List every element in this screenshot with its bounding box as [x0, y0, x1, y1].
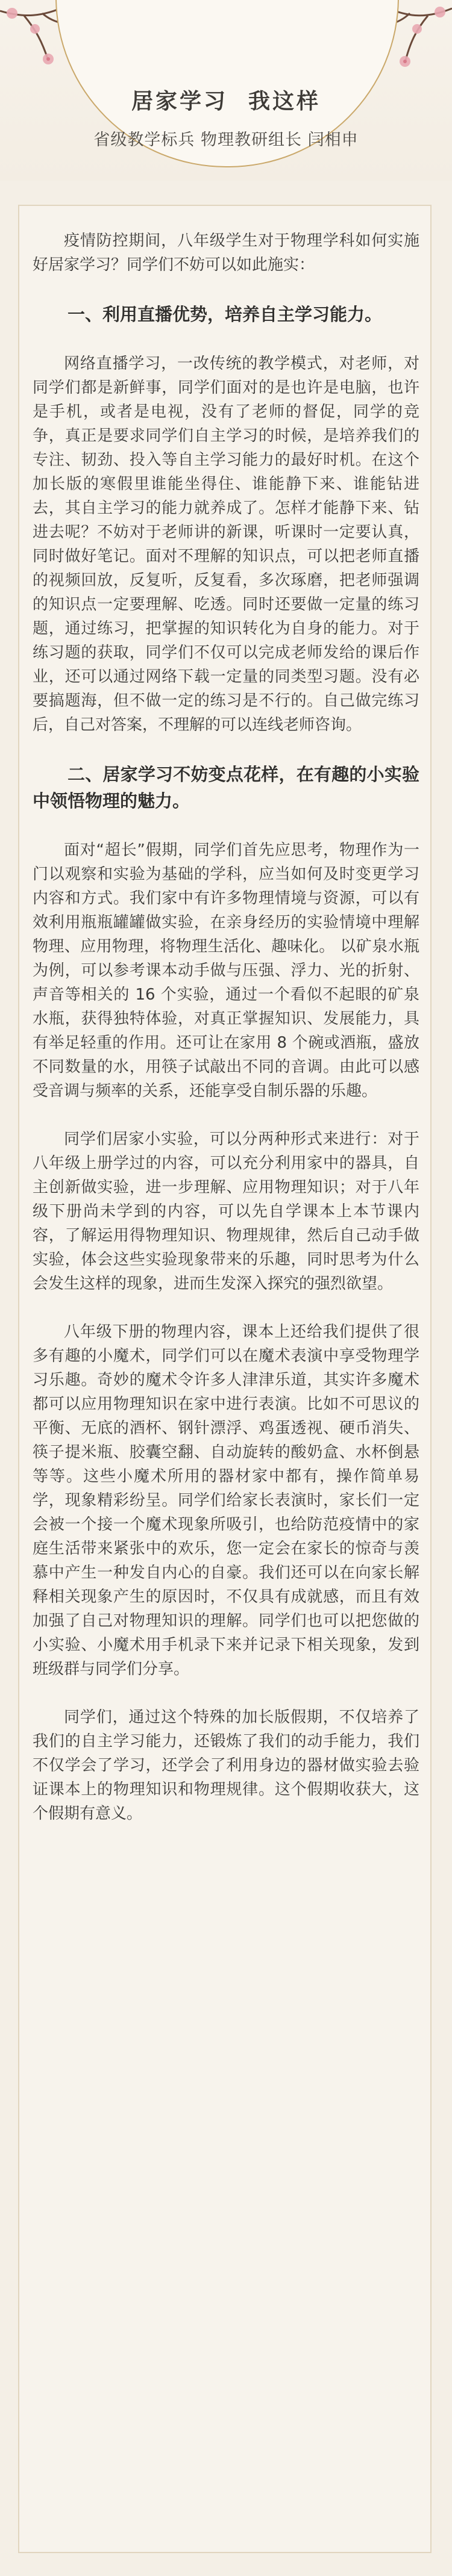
- title-part-1: 居家学习: [131, 89, 228, 114]
- author-line: 省级教学标兵 物理教研组长 闫相申: [93, 131, 359, 149]
- article-card: [18, 205, 432, 2553]
- paragraph-4: 八年级下册的物理内容，课本上还给我们提供了很多有趣的小魔术，同学们可以在魔术表演中享受物理学习乐趣。奇妙的魔术令许多人津津乐道，其实许多魔术都可以应用物理知识在家中进行表演。比如不可思议的平衡、无底的酒杯、钢针漂浮、鸡蛋透视、硬币消失、筷子提米瓶、胶囊空翻、自动旋转的酸奶盒、水杯倒悬等等。这些小魔术所用的器材家中都有，操作简单易学，现象精彩纷呈。同学们给家长表演时，家长们一定会被一个接一个魔术现象所吸引，也给防范疫情中的家庭生活带来紧张中的欢乐，您一定会在家长的惊奇与羡慕中产生一种发自内心的自豪。我们还可以在向家长解释相关现象产生的原因时，不仅具有成就感，而且有效加强了自己对物理知识的理解。同学们也可以把您做的小实验、小魔术用手机录下来并记录下相关现象，发到班级群与同学们分享。: [33, 1323, 419, 1678]
- title-part-2: 我这样: [248, 89, 321, 114]
- header-banner: [0, 0, 452, 181]
- section-heading-1: 一、利用直播优势，培养自主学习能力。: [67, 304, 383, 325]
- paragraph-2: 面对“超长”假期，同学们首先应思考，物理作为一门以观察和实验为基础的学科，应当如何及时变更学习内容和方式。我们家中有许多物理情境与资源，可以有效利用瓶瓶罐罐做实验，在亲身经历的实验情境中理解物理、应用物理，将物理生活化、趣味化。 以矿泉水瓶为例，可以参考课本动手做与压强、浮力、光的折射、声音等相关的 16 个实验，通过一个看似不起眼的矿泉水瓶，获得独特体验，对真正掌握知识、发展能力，具有举足轻重的作用。还可让在家用 8 个碗或酒瓶，盛放不同数量的水，用筷子试敲出不同的音调。由此可以感受音调与频率的关系，还能享受自制乐器的乐趣。: [33, 841, 419, 1100]
- section-heading-2: 二、居家学习不妨变点花样，在有趣的小实验中领悟物理的魅力。: [33, 764, 419, 811]
- paragraph-1: 网络直播学习，一改传统的教学模式，对老师，对同学们都是新鲜事，同学们面对的是也许是电脑，也许是手机，或者是电视，没有了老师的督促，同学的竞争，真正是要求同学们自主学习的时候，是培养我们的专注、韧劲、投入等自主学习能力的最好时机。在这个加长版的寒假里谁能坐得住、谁能静下来、谁能钻进去，其自主学习的能力就养成了。怎样才能静下来、钻进去呢？不妨对于老师讲的新课，听课时一定要认真，同时做好笔记。面对不理解的知识点，可以把老师直播的视频回放，反复听，反复看，多次琢磨，把老师强调的知识点一定要理解、吃透。同时还要做一定量的练习题，通过练习，把掌握的知识转化为自身的能力。对于练习题的获取，同学们不仅可以完成老师发给的课后作业，还可以通过网络下载一定量的同类型习题。没有必要搞题海，但不做一定的练习是不行的。自己做完练习后，自己对答案，不理解的可以连线老师咨询。: [33, 355, 419, 734]
- article-body: [33, 229, 419, 1850]
- paragraph-5: 同学们，通过这个特殊的加长版假期，不仅培养了我们的自主学习能力，还锻炼了我们的动手能力，我们不仅学会了学习，还学会了利用身边的器材做实验去验证课本上的物理知识和物理规律。这个假期收获大，这个假期有意义。: [33, 1708, 419, 1823]
- paragraph-3: 同学们居家小实验，可以分两种形式来进行：对于八年级上册学过的内容，可以充分利用家中的器具，自主创新做实验，进一步理解、应用物理知识；对于八年级下册尚未学到的内容，可以先自学课本上本节课内容，了解运用得物理知识、物理规律，然后自己动手做实验，体会这些实验现象带来的乐趣，同时思考为什么会发生这样的现象，进而生发深入探究的强烈欲望。: [33, 1130, 419, 1293]
- page-title: [0, 84, 452, 115]
- intro-paragraph: 疫情防控期间，八年级学生对于物理学科如何实施好居家学习？同学们不妨可以如此施实：: [33, 232, 419, 274]
